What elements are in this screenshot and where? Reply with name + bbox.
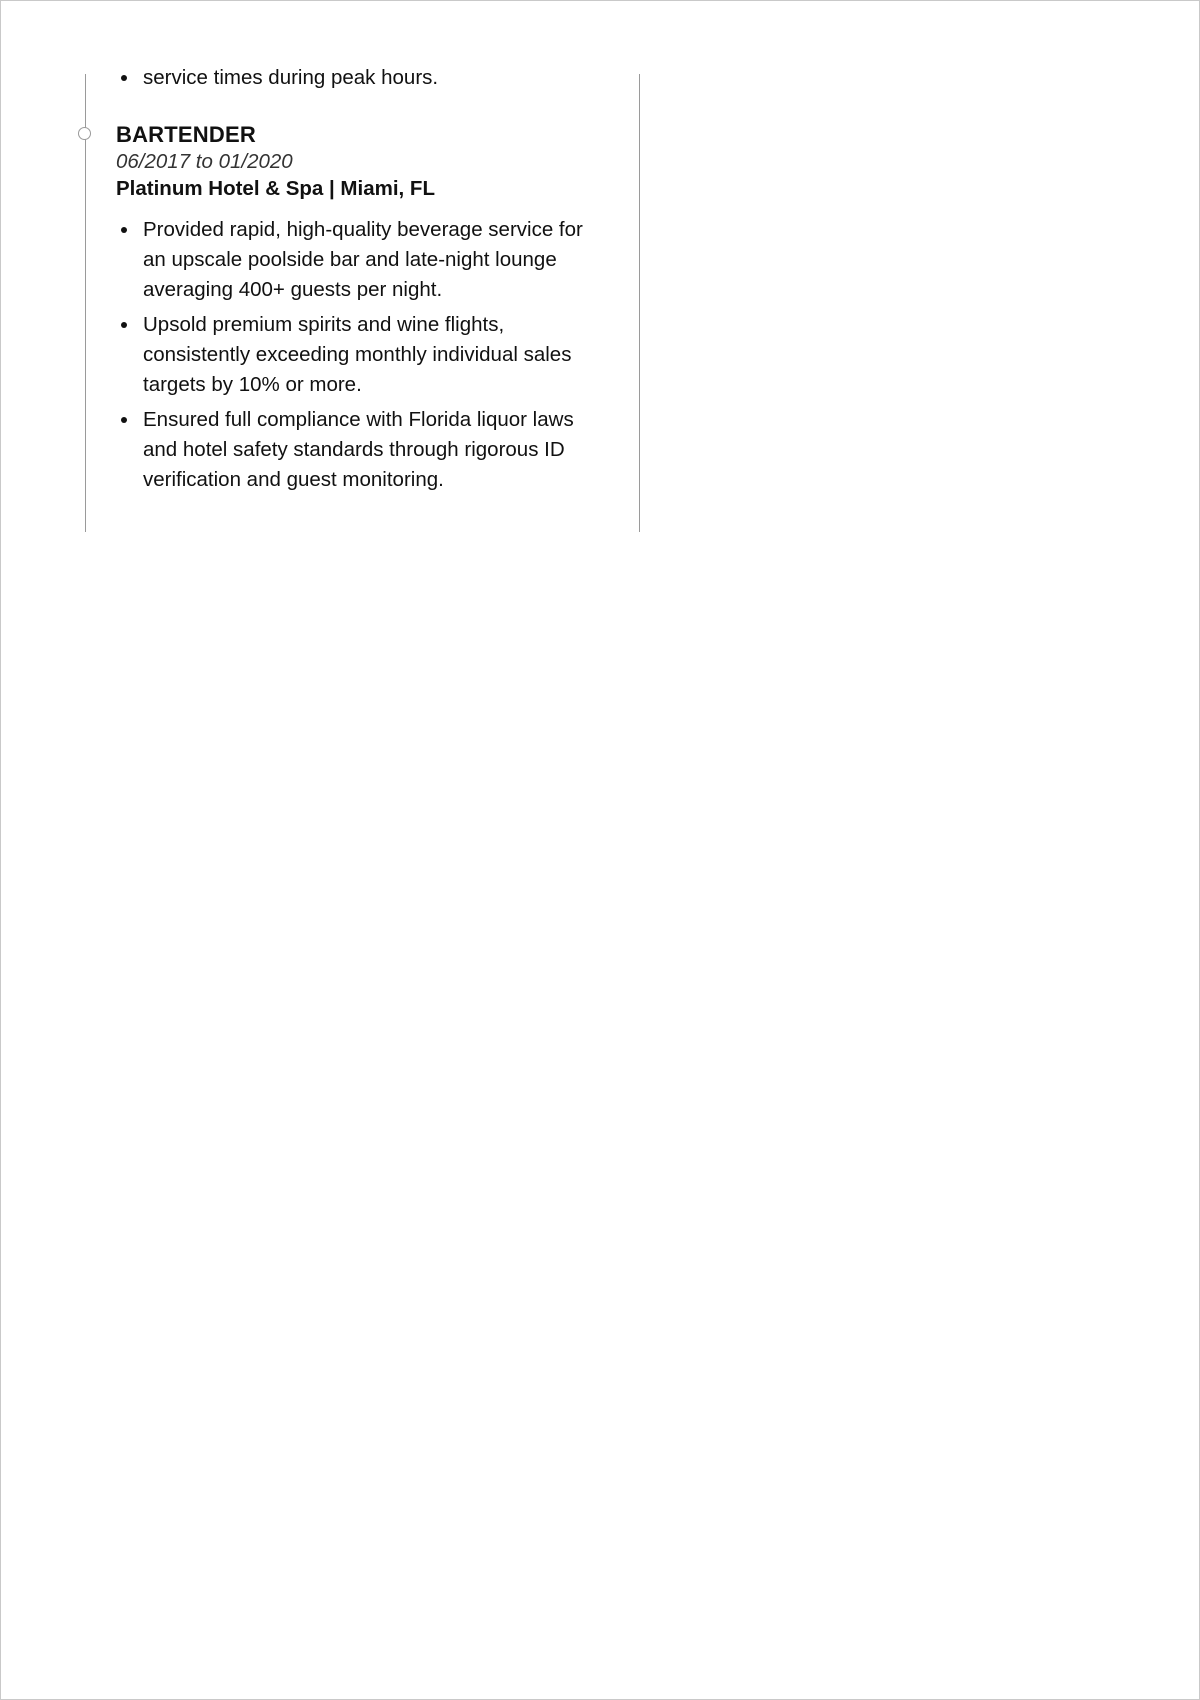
column-divider (639, 74, 640, 532)
bullet-item: Ensured full compliance with Florida liquor laws and hotel safety standards through rigorous ID verification and guest monitoring. (116, 405, 586, 495)
experience-section (116, 63, 586, 500)
bullet-item: Provided rapid, high-quality beverage service for an upscale poolside bar and late-night lounge averaging 400+ guests per night. (116, 215, 586, 305)
experience-entry (116, 122, 586, 495)
bullet-item: service times during peak hours. (116, 63, 586, 93)
job-dates: 06/2017 to 01/2020 (116, 150, 293, 173)
timeline-line (85, 74, 86, 532)
job-title: BARTENDER (116, 122, 256, 147)
previous-entry-bullets (116, 63, 586, 93)
entry-bullets (116, 215, 586, 495)
timeline-node-icon (78, 127, 91, 140)
bullet-item: Upsold premium spirits and wine flights, consistently exceeding monthly individual sales targets by 10% or more. (116, 310, 586, 400)
job-employer: Platinum Hotel & Spa | Miami, FL (116, 177, 435, 200)
